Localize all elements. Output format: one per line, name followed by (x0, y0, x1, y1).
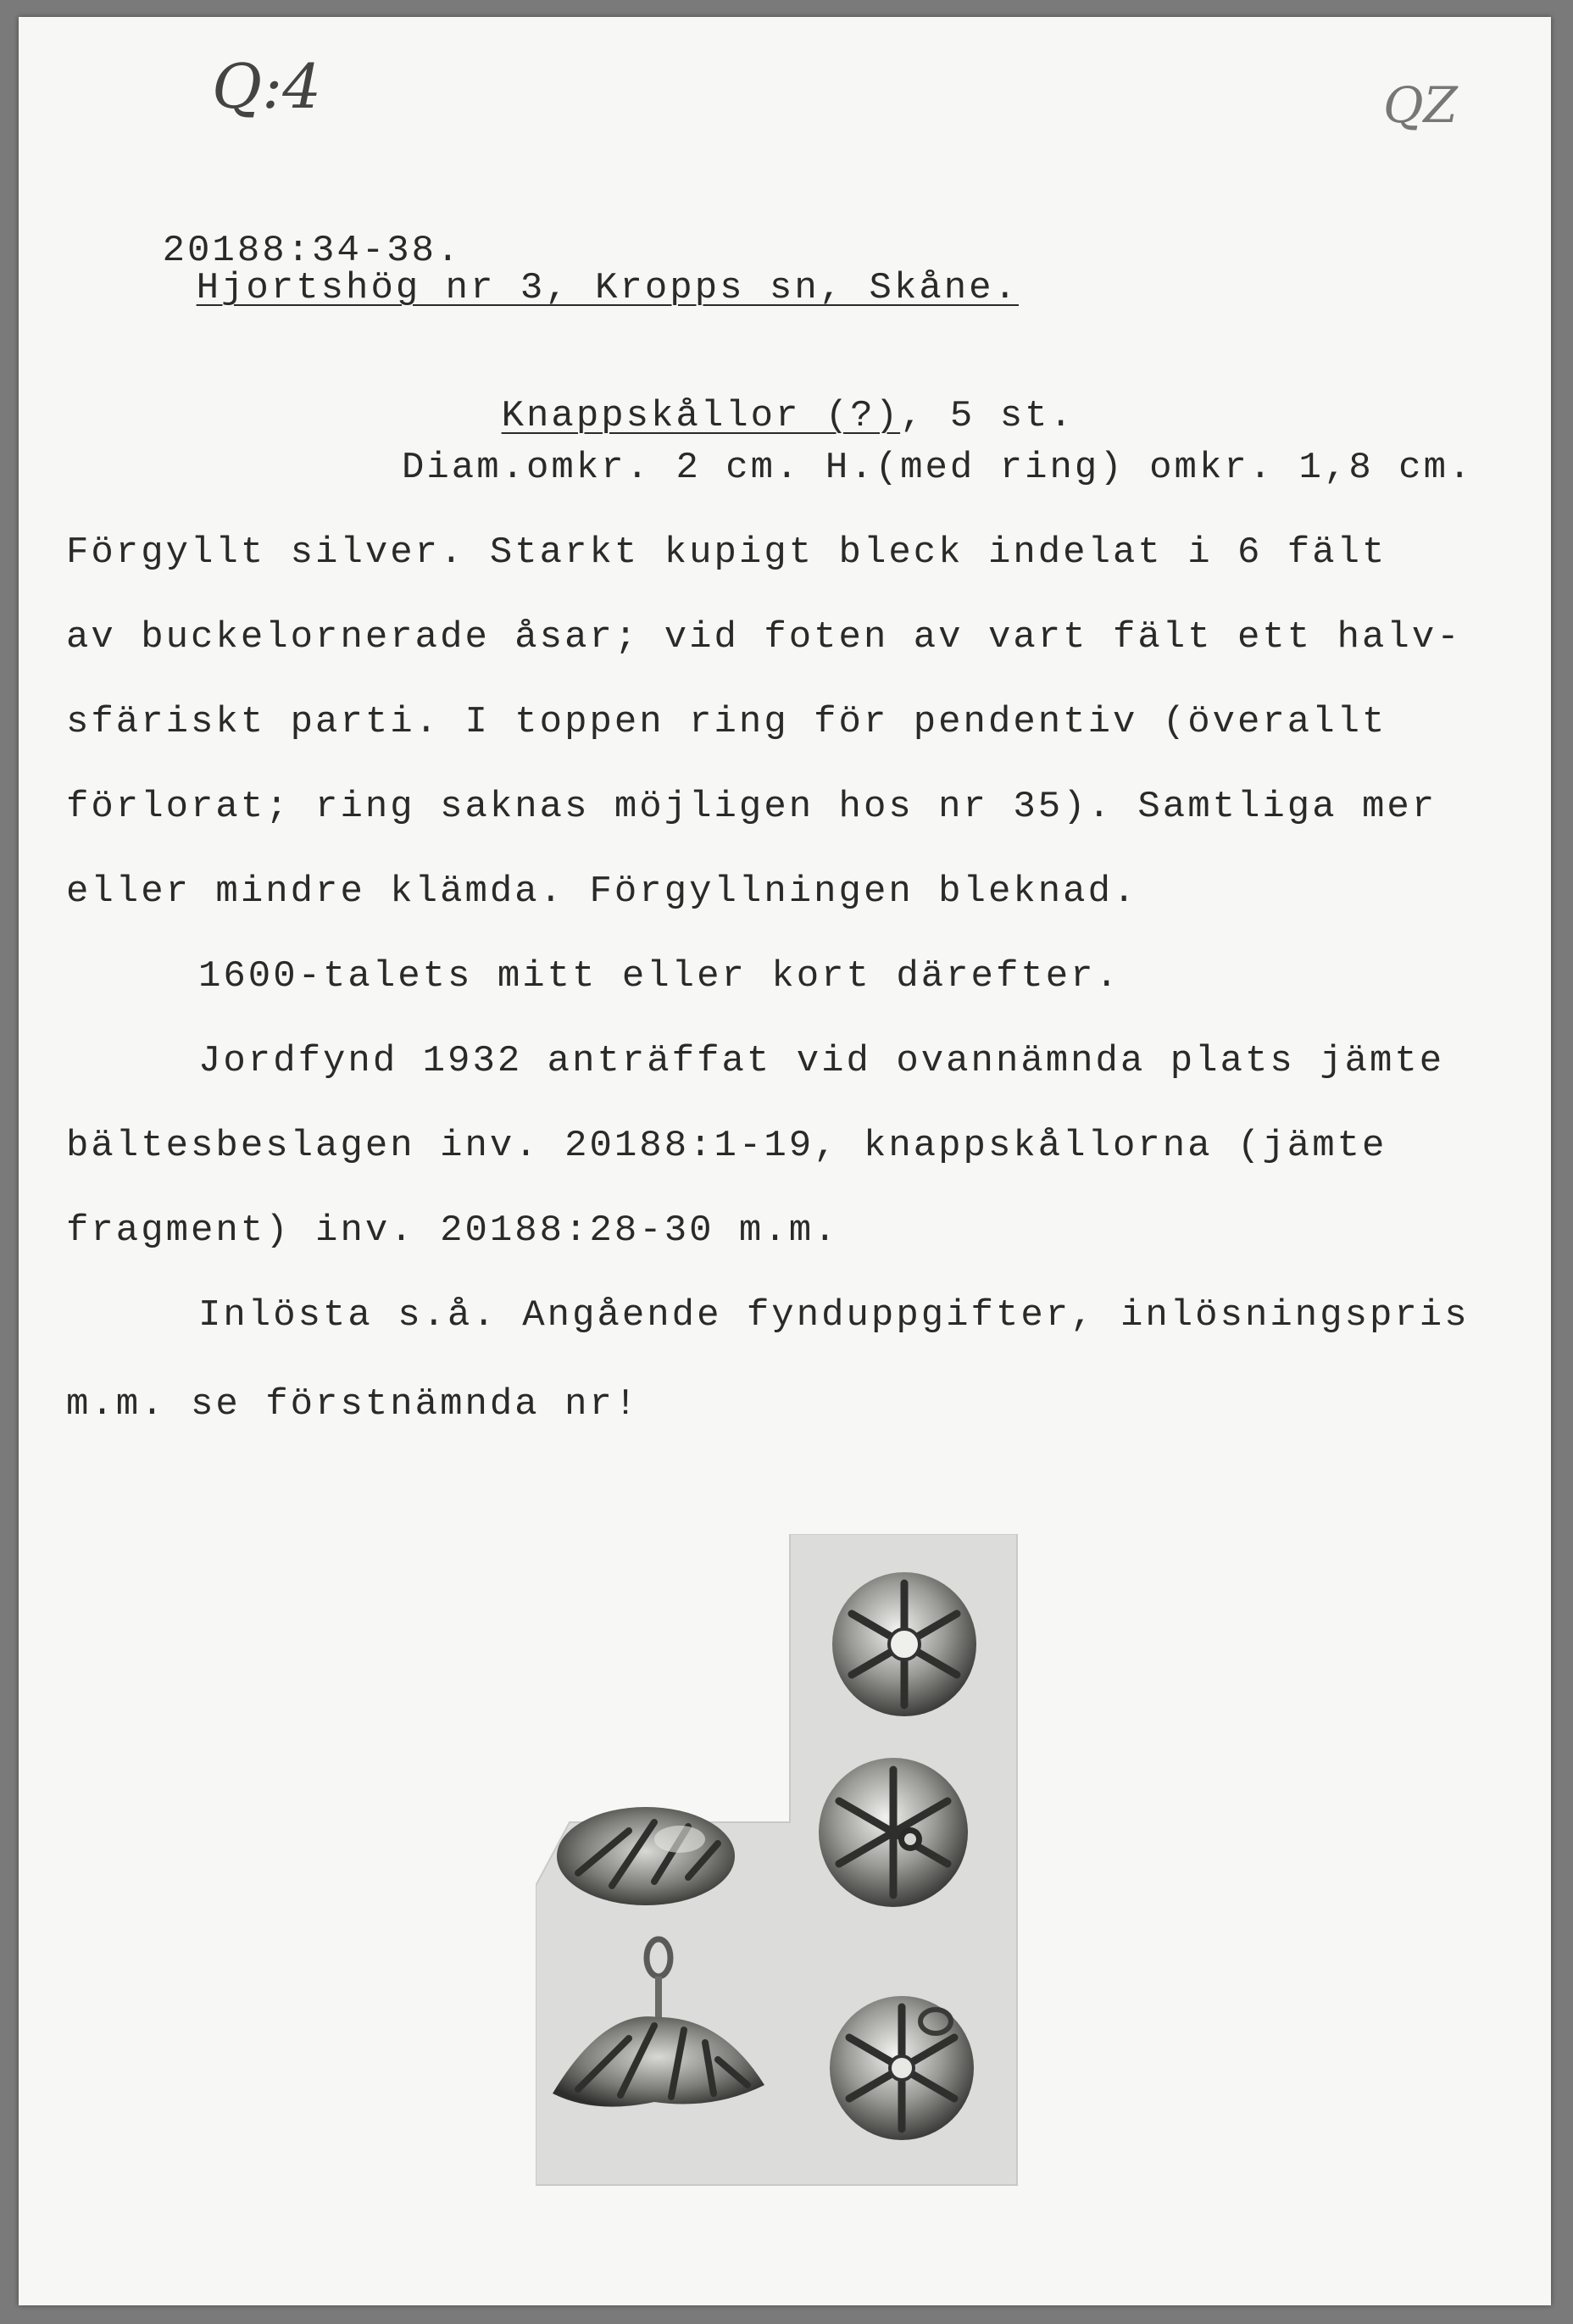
catalog-card (19, 17, 1551, 2305)
body-line: sfäriskt parti. I toppen ring för pendentiv (överallt (66, 701, 1387, 743)
button-cap-2 (819, 1758, 968, 1907)
body-line: m.m. se förstnämnda nr! (66, 1383, 640, 1426)
body-line: Inlösta s.å. Angående fynduppgifter, inlösningspris (198, 1294, 1470, 1337)
object-count: , 5 st. (900, 395, 1075, 437)
find-location: Hjortshög nr 3, Kropps sn, Skåne. (196, 267, 1019, 309)
body-line: 1600-talets mitt eller kort därefter. (198, 955, 1120, 998)
object-name: Knappskållor (?) (501, 395, 901, 437)
body-line: av buckelornerade åsar; vid foten av vart fält ett halv- (66, 616, 1462, 659)
button-cap-3 (557, 1807, 735, 1905)
body-line: Jordfynd 1932 anträffat vid ovannämnda plats jämte (198, 1040, 1445, 1082)
object-photograph (536, 1534, 1027, 2195)
body-line: bältesbeslagen inv. 20188:1-19, knappskållorna (jämte (66, 1125, 1387, 1167)
inventory-number: 20188:34-38. (162, 230, 462, 272)
body-line: Diam.omkr. 2 cm. H.(med ring) omkr. 1,8 cm. (402, 447, 1474, 489)
handwritten-corner-mark: QZ (1383, 76, 1458, 134)
body-line: eller mindre klämda. Förgyllningen bleknad. (66, 870, 1138, 913)
body-line: Förgyllt silver. Starkt kupigt bleck indelat i 6 fält (66, 531, 1387, 574)
body-line: förlorat; ring saknas möjligen hos nr 35). Samtliga mer (66, 786, 1437, 828)
button-cap-5 (830, 1996, 974, 2140)
handwritten-shelf-mark: Q:4 (212, 51, 322, 122)
button-cap-1 (832, 1572, 976, 1716)
photo-print (536, 1534, 1027, 2195)
body-line: fragment) inv. 20188:28-30 m.m. (66, 1209, 839, 1252)
header-row (63, 195, 1019, 344)
